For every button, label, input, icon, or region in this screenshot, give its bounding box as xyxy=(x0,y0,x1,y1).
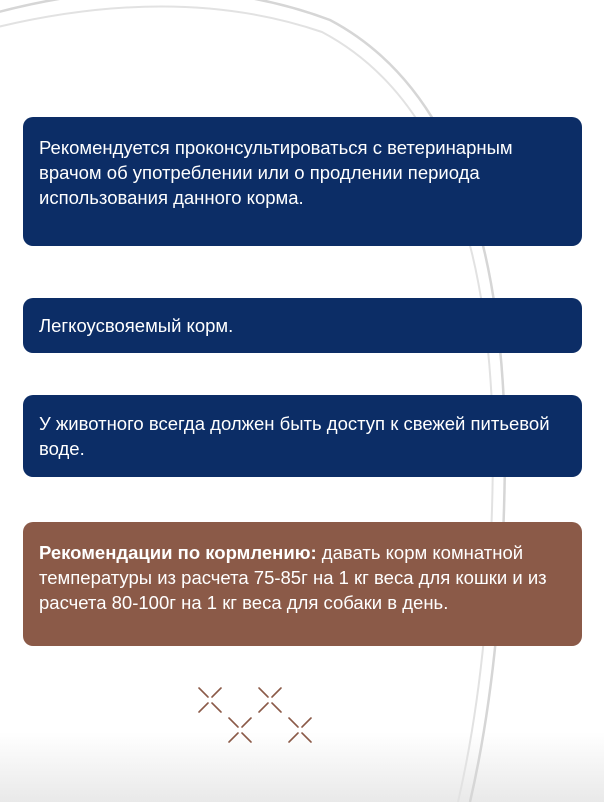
cross-pattern-ornament-icon xyxy=(190,682,330,748)
info-card-consult xyxy=(23,117,582,246)
feeding-recommendation-text: давать корм комнатной температуры из расчета 75-85г на 1 кг веса для кошки и из расчета 80-100г на 1 кг веса для собаки в день. xyxy=(39,542,547,613)
feeding-recommendation-card xyxy=(23,522,582,646)
info-card-digestible-text: Легкоусвояемый корм. xyxy=(39,315,234,336)
info-card-water xyxy=(23,395,582,477)
feeding-recommendation-heading: Рекомендации по кормлению: xyxy=(39,542,317,563)
info-card-consult-text: Рекомендуется проконсультироваться с ветеринарным врачом об употреблении или о продлении периода использования данного корма. xyxy=(39,137,513,208)
info-card-water-text: У животного всегда должен быть доступ к свежей питьевой воде. xyxy=(39,413,550,459)
info-card-digestible xyxy=(23,298,582,353)
